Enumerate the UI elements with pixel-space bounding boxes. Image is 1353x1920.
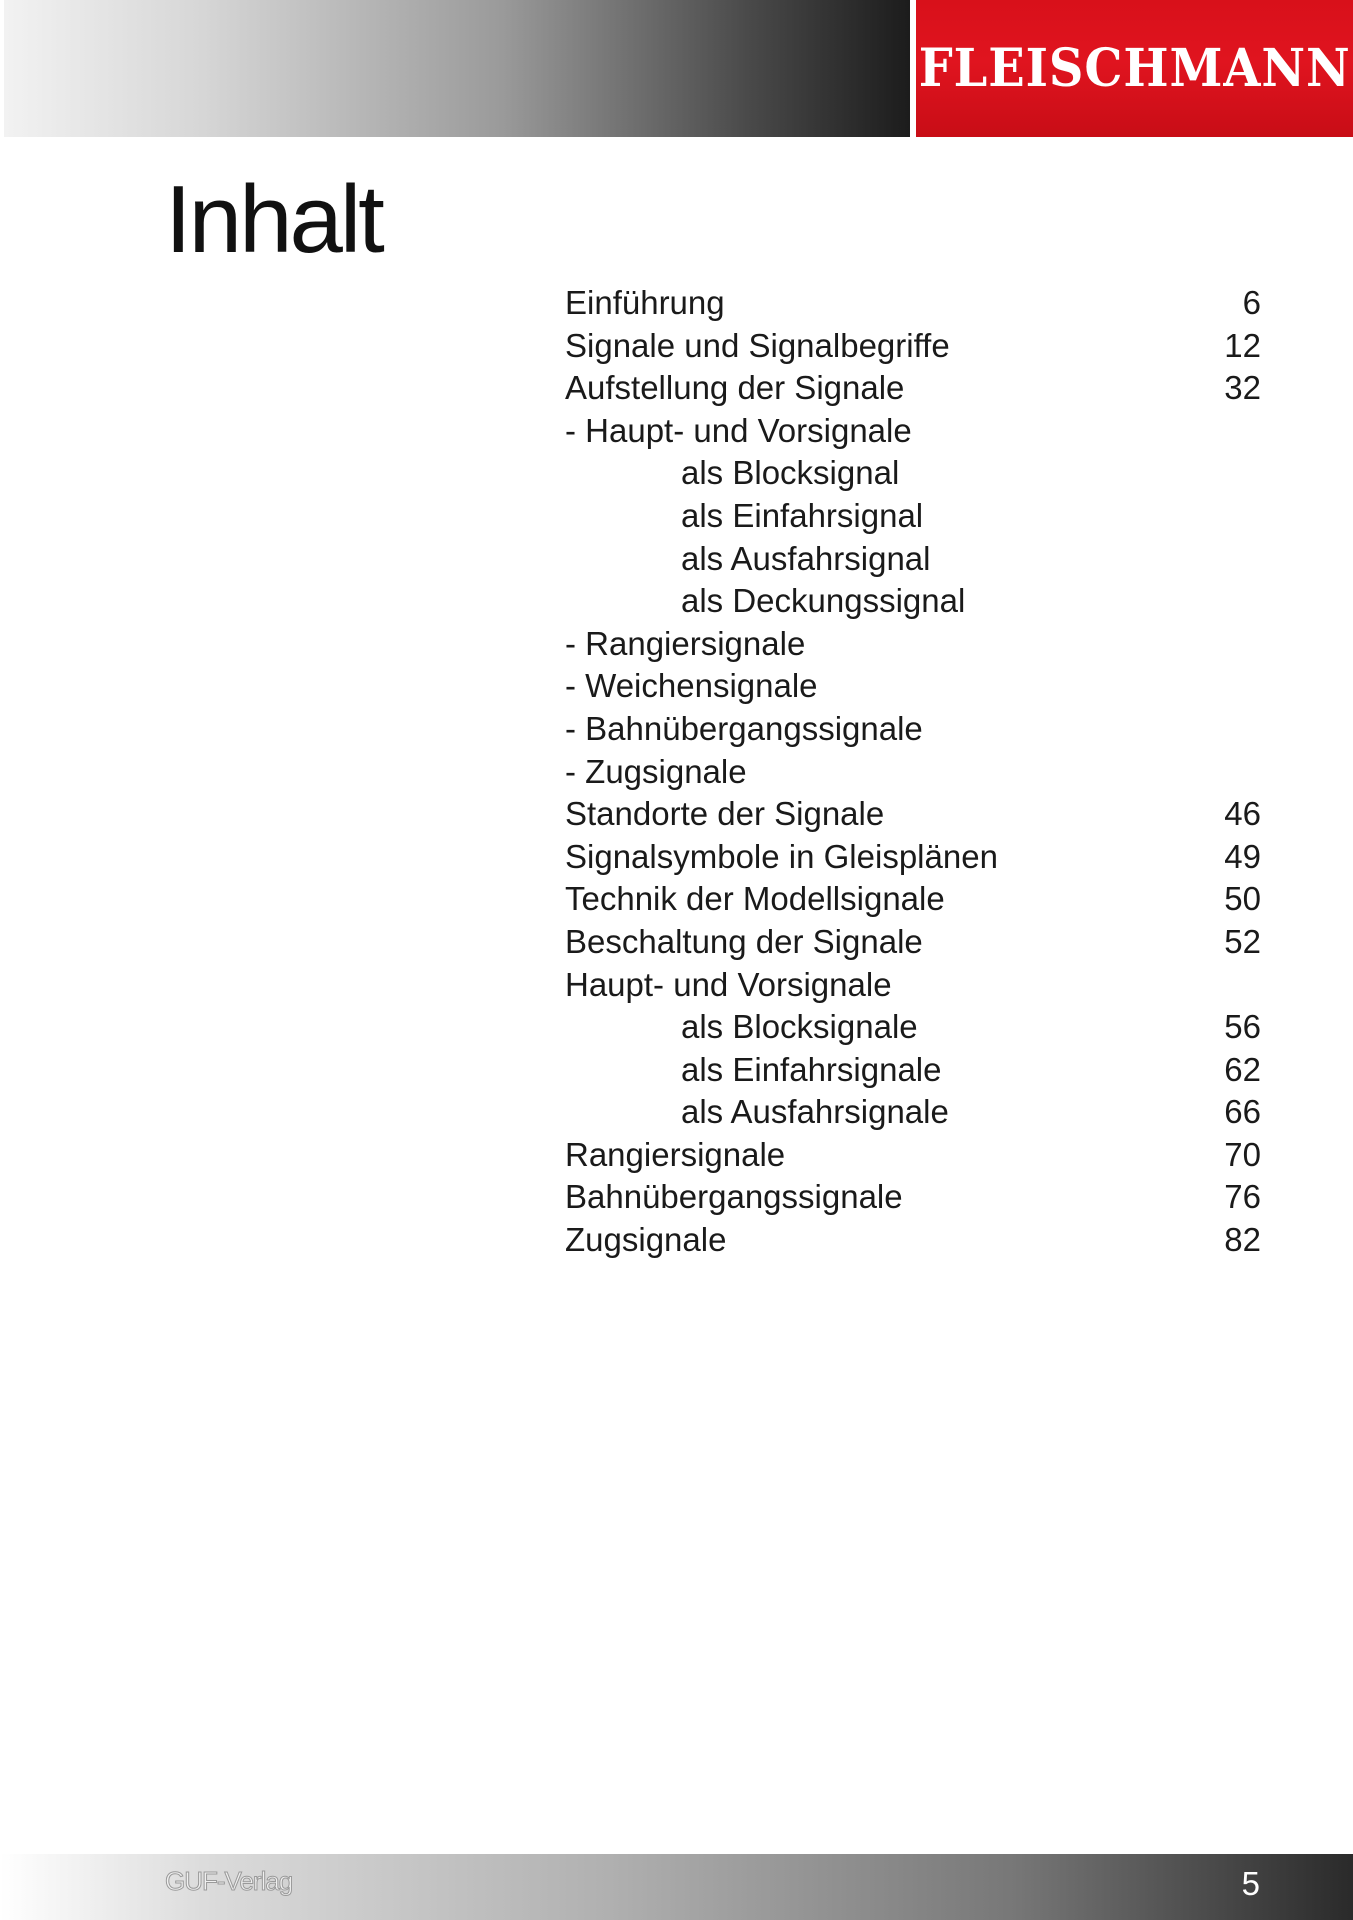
header-gradient-bar [4, 0, 910, 137]
brand-logo-box [916, 0, 1353, 137]
toc-entry-label: - Zugsignale [565, 752, 747, 790]
toc-entry [565, 836, 1261, 879]
toc-entry-label: Einführung [565, 284, 725, 321]
toc-entry-page: 49 [1224, 837, 1261, 875]
toc-entry [565, 921, 1261, 964]
footer-page-number: 5 [1241, 1865, 1260, 1902]
toc-entry [565, 452, 1261, 495]
toc-entry-label: - Bahnübergangssignale [565, 709, 923, 747]
toc-entry-label: - Haupt- und Vorsignale [565, 411, 912, 449]
toc-entry [565, 538, 1261, 581]
toc-entry-label: Technik der Modellsignale [565, 880, 945, 918]
toc-entry-label: als Einfahrsignale [681, 1050, 942, 1088]
toc-entry-page: 82 [1224, 1221, 1261, 1259]
footer-publisher: GUF-Verlag [165, 1866, 293, 1896]
toc-entry-label: - Rangiersignale [565, 624, 806, 662]
toc-entry [565, 1219, 1261, 1262]
toc-entry-label: als Deckungssignal [681, 582, 966, 620]
toc-entry-label: Beschaltung der Signale [565, 922, 923, 960]
table-of-contents [565, 282, 1261, 1262]
toc-entry-label: als Einfahrsignal [681, 496, 924, 534]
toc-entry-label: Standorte der Signale [565, 795, 885, 833]
toc-entry-label: als Blocksignale [681, 1008, 918, 1046]
toc-entry [565, 1176, 1261, 1219]
toc-entry [565, 665, 1261, 708]
toc-entry-page: 66 [1224, 1093, 1261, 1131]
toc-entry [565, 410, 1261, 453]
toc-entry [565, 623, 1261, 666]
toc-entry-page: 70 [1224, 1135, 1261, 1173]
toc-entry-page: 32 [1224, 369, 1261, 407]
toc-entry [565, 1091, 1261, 1134]
toc-entry [565, 367, 1261, 410]
toc-entry [565, 793, 1261, 836]
toc-entry-label: Haupt- und Vorsignale [565, 965, 892, 1003]
toc-entry-label: Signale und Signalbegriffe [565, 326, 950, 364]
toc-entry [565, 708, 1261, 751]
toc-entry-page: 12 [1224, 326, 1261, 364]
toc-entry [565, 751, 1261, 794]
toc-entry [565, 580, 1261, 623]
toc-entry [565, 1049, 1261, 1092]
toc-entry-page: 50 [1224, 880, 1261, 918]
toc-entry-label: als Ausfahrsignal [681, 539, 931, 577]
toc-entry-label: Rangiersignale [565, 1135, 786, 1173]
toc-entry-page: 46 [1224, 795, 1261, 833]
toc-entry [565, 1134, 1261, 1177]
toc-entry [565, 878, 1261, 921]
toc-entry [565, 325, 1261, 368]
toc-entry-label: als Blocksignal [681, 454, 900, 492]
toc-entry-page: 52 [1224, 922, 1261, 960]
toc-entry-label: als Ausfahrsignale [681, 1093, 949, 1131]
toc-entry-label: Bahnübergangssignale [565, 1178, 903, 1216]
toc-entry [565, 1006, 1261, 1049]
brand-logo: FLEISCHMANN [918, 38, 1351, 99]
toc-entry-label: Signalsymbole in Gleisplänen [565, 837, 998, 875]
toc-entry-page: 56 [1224, 1008, 1261, 1046]
toc-entry-label: Zugsignale [565, 1221, 727, 1259]
toc-entry [565, 495, 1261, 538]
toc-entry-page: 6 [1242, 284, 1261, 321]
toc-entry [565, 964, 1261, 1007]
toc-entry-label: Aufstellung der Signale [565, 369, 905, 407]
toc-entry-page: 76 [1224, 1178, 1261, 1216]
toc-entry-label: - Weichensignale [565, 667, 818, 705]
toc-entry-page: 62 [1224, 1050, 1261, 1088]
page-title: Inhalt [165, 166, 382, 273]
toc-entry [565, 282, 1261, 325]
